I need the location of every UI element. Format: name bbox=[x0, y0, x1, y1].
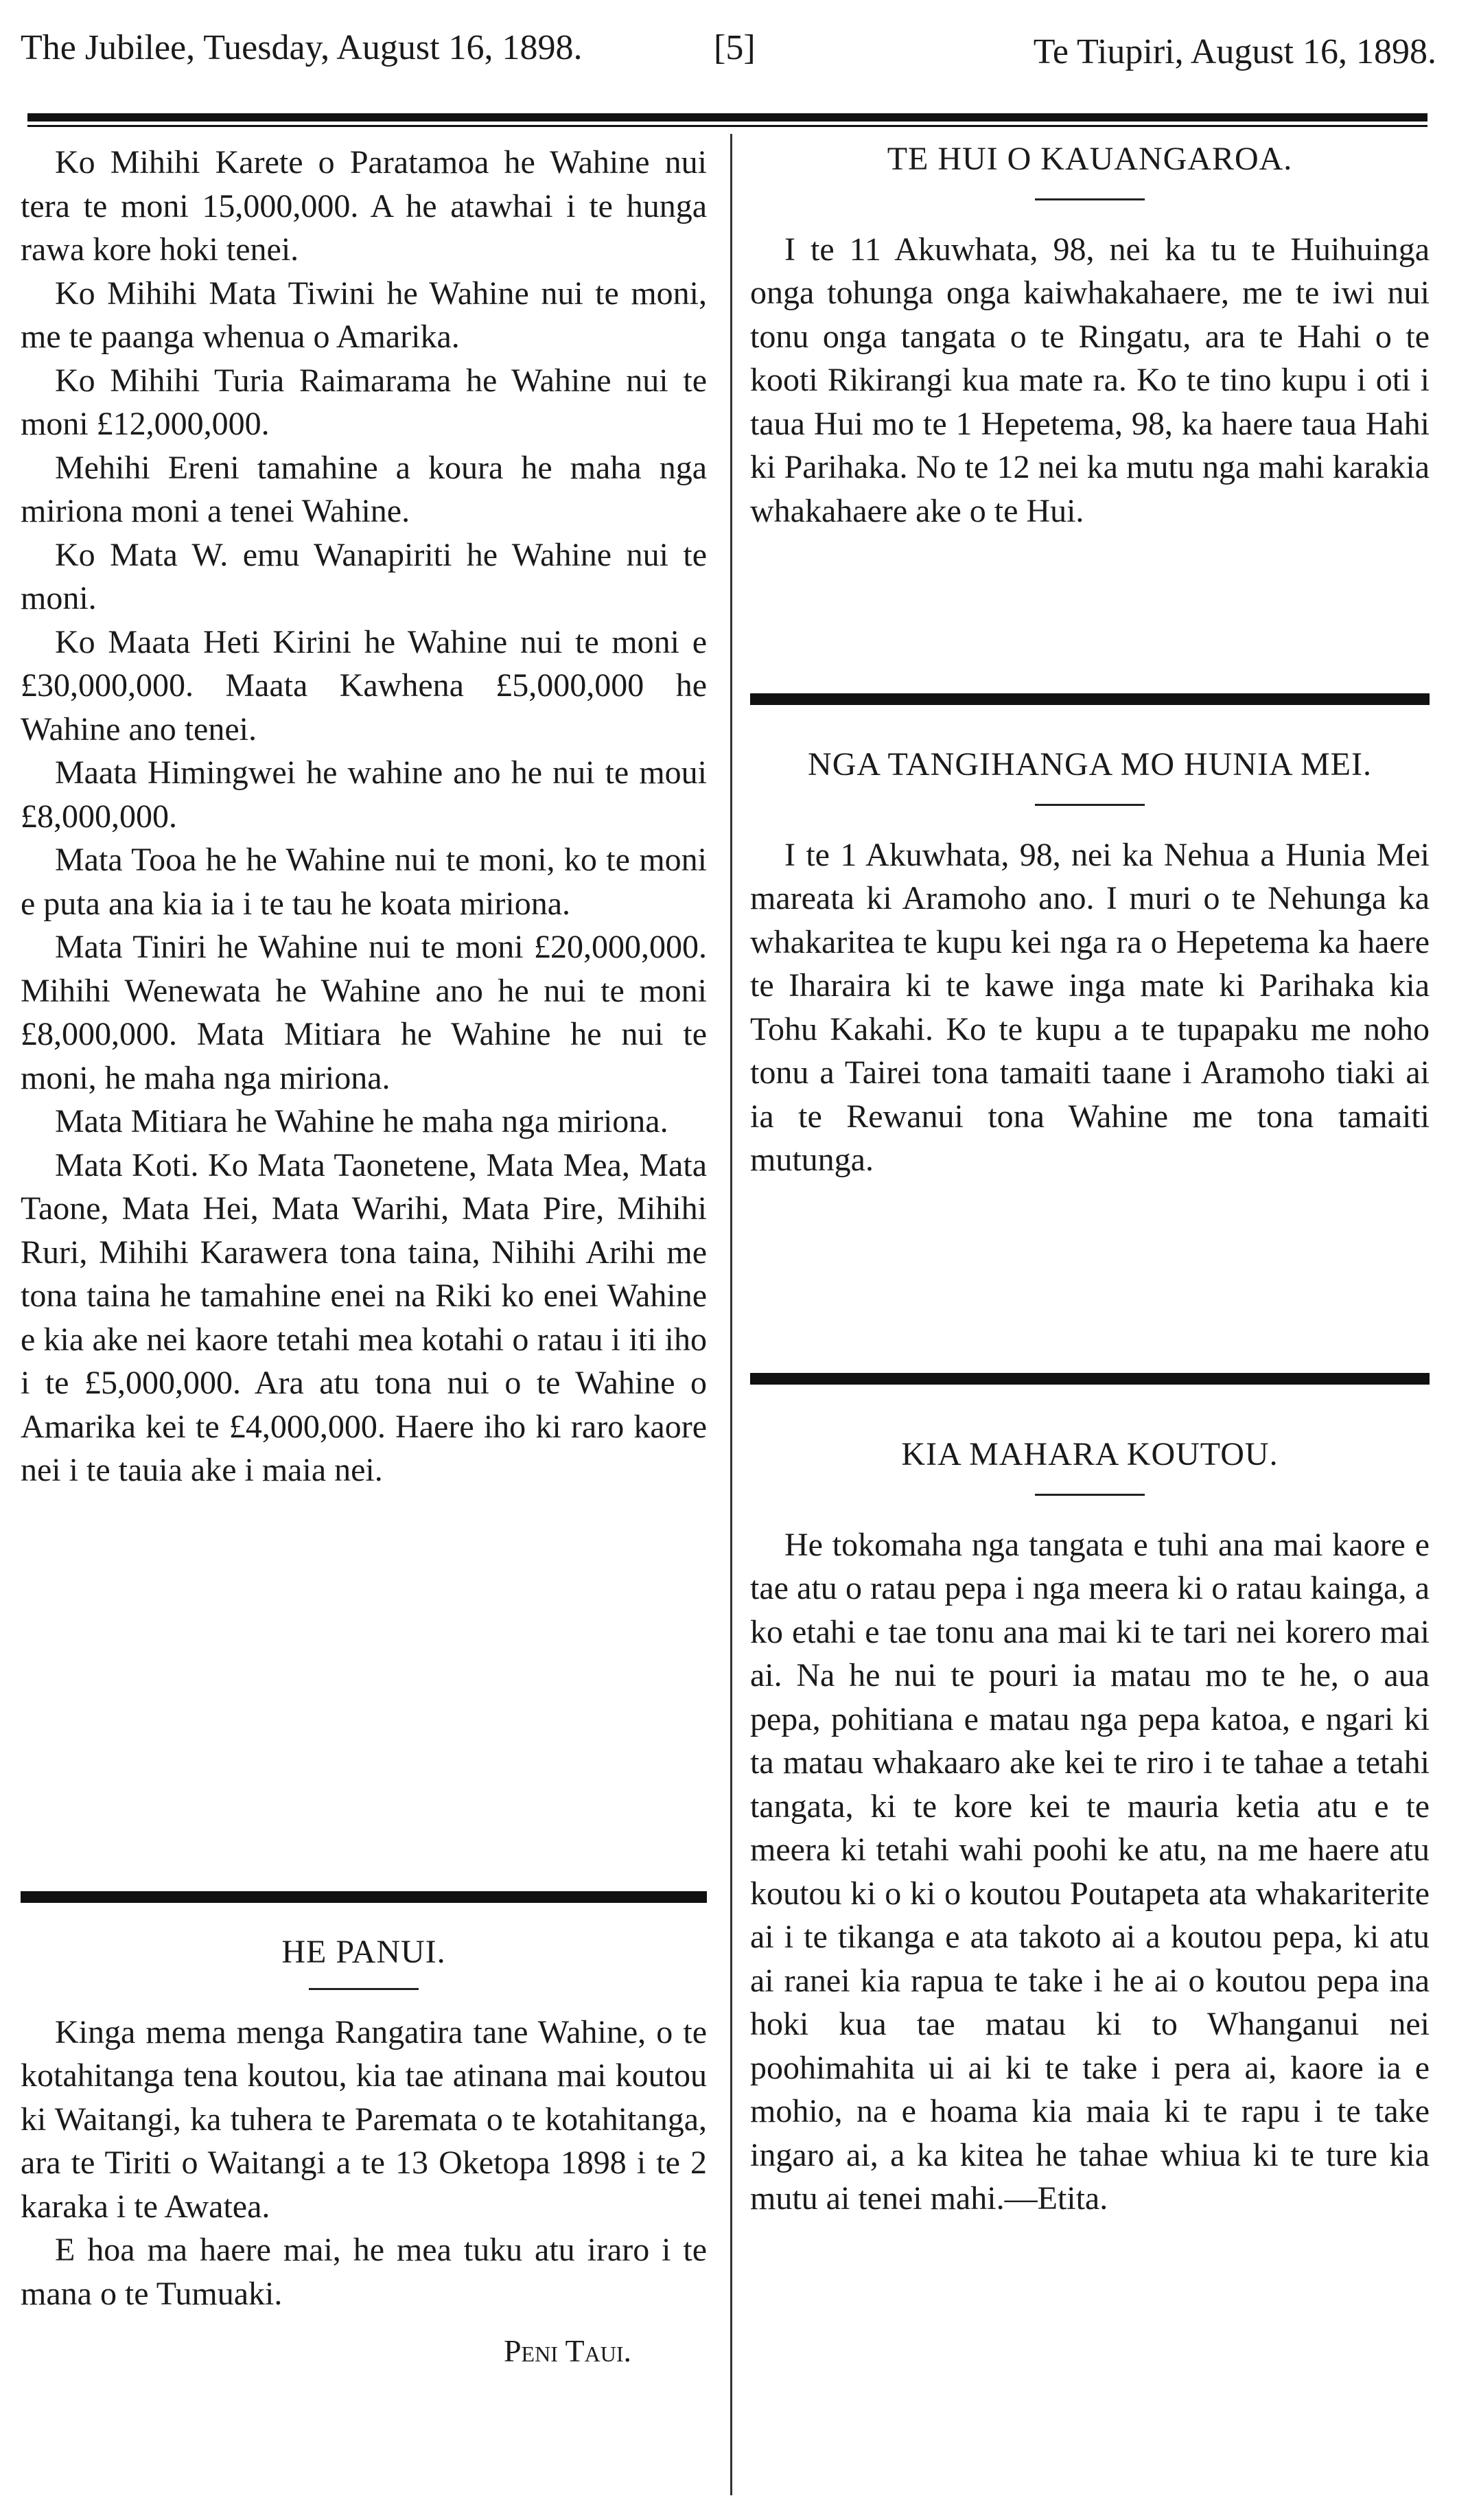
panui-section bbox=[21, 1891, 707, 2373]
header-rule bbox=[27, 113, 1427, 122]
header-left: The Jubilee, Tuesday, August 16, 1898. bbox=[21, 28, 583, 67]
section-rule bbox=[750, 693, 1430, 705]
left-column bbox=[21, 141, 707, 1492]
header-right: Te Tiupiri, August 16, 1898. bbox=[1033, 32, 1436, 71]
title-underline bbox=[1035, 1494, 1145, 1496]
panui-title: HE PANUI. bbox=[281, 1934, 446, 1970]
tangihanga-text: I te 1 Akuwhata, 98, nei ka Nehua a Hunia Mei mareata ki Aramoho ano. I muri o te Nehunga ka whakaritea te kupu kei nga ra o Hepetema ka haere te Iharaira ki te kawe inga mate ki Parihaka kia Tohu Kakahi. Ko te kupu a te tupapaku me noho tonu a Tairei tona tamaiti taane i Aramoho tiaki ai ia te Rewanui tona Wahine me tona tamaiti mutunga. bbox=[750, 836, 1430, 1178]
title-underline bbox=[1035, 198, 1145, 200]
header-rule-thin bbox=[27, 125, 1427, 127]
title-underline bbox=[1035, 804, 1145, 806]
page-header bbox=[21, 27, 1436, 82]
paragraph: Ko Maata Heti Kirini he Wahine nui te moni e £30,000,000. Maata Kawhena £5,000,000 he Wahine ano tenei. bbox=[21, 623, 707, 748]
hui-section bbox=[750, 137, 1430, 533]
section-rule bbox=[21, 1891, 707, 1903]
paragraph: Mata Koti. Ko Mata Taonetene, Mata Mea, Mata Taone, Mata Hei, Mata Warihi, Mata Pire, Mihihi Ruri, Mihihi Karawera tona taina, Nihihi Arihi me tona taina he tamahine enei na Riki ko enei Wahine e kia ake nei kaore tetahi mea kotahi o ratau i iti iho i te £5,000,000. Ara atu tona nui o te Wahine o Amarika kei te £4,000,000. Haere iho ki raro kaore nei i te tauia ake i maia nei. bbox=[21, 1146, 707, 1488]
paragraph: Mata Mitiara he Wahine he maha nga miriona. bbox=[55, 1103, 668, 1140]
paragraph: Mata Tiniri he Wahine nui te moni £20,000,000. Mihihi Wenewata he Wahine ano he nui te moni £8,000,000. Mata Mitiara he Wahine he nui te moni, he maha nga miriona. bbox=[21, 929, 707, 1096]
paragraph: Ko Mata W. emu Wanapiriti he Wahine nui te moni. bbox=[21, 536, 707, 616]
tangihanga-title: NGA TANGIHANGA MO HUNIA MEI. bbox=[808, 746, 1372, 783]
panui-paragraph: E hoa ma haere mai, he mea tuku atu iraro i te mana o te Tumuaki. bbox=[21, 2232, 707, 2312]
hui-text: I te 11 Akuwhata, 98, nei ka tu te Huihuinga onga tohunga onga kaiwhakahaere, me te iwi nui tonu onga tangata o te Ringatu, ara te Hahi o te kooti Rikirangi kua mate ra. Ko te tino kupu i oti i taua Hui mo te 1 Hepetema, 98, ka haere taua Hahi ki Parihaka. No te 12 nei ka mutu nga mahi karakia whakahaere ake o te Hui. bbox=[750, 231, 1430, 529]
signature: Peni Taui. bbox=[503, 2333, 631, 2368]
mahara-text: He tokomaha nga tangata e tuhi ana mai kaore e tae atu o ratau pepa i nga meera ki o ratau kainga, a ko etahi e tae tonu ana mai ki te tari nei korero mai ai. Na he nui te pouri ia matau mo te he, o aua pepa, pohitiana e matau nga pepa katoa, e ngari ki ta matau whakaaro ake kei te riro i te tahae a tetahi tangata, ki te kore kei te mauria ketia atu e te meera ki tetahi wahi poohi ke atu, na me haere atu koutou ki o ki o koutou Poutapeta ata whakariterite ai i te tikanga e ata takoto ai a koutou pepa, ki atu ai ranei kia rapua te take i he ai o koutou pepa ina hoki kua tae matau ki to Whanganui nei poohimahita ui ai ki te take i pera ai, kaore ia e mohio, na e hoama kia maia ki te rapu i te take ingaro ai, a ka kitea he tahae whiua ki te ture kia mutu ai tenei mahi.—Etita. bbox=[750, 1526, 1430, 2217]
paragraph: Maata Himingwei he wahine ano he nui te moui £8,000,000. bbox=[21, 754, 707, 835]
panui-paragraph: Kinga mema menga Rangatira tane Wahine, o te kotahitanga tena koutou, kia tae atinana mai koutou ki Waitangi, ka tuhera te Paremata o te kotahitanga, ara te Tiriti o Waitangi a te 13 Oketopa 1898 i te 2 karaka i te Awatea. bbox=[21, 2013, 707, 2225]
section-rule bbox=[750, 1373, 1430, 1385]
page-number: [5] bbox=[714, 28, 756, 67]
column-divider bbox=[730, 134, 732, 2495]
mahara-title: KIA MAHARA KOUTOU. bbox=[901, 1436, 1279, 1472]
title-underline bbox=[309, 1988, 419, 1990]
hui-title: TE HUI O KAUANGAROA. bbox=[887, 141, 1293, 177]
tangihanga-section bbox=[750, 693, 1430, 1182]
mahara-section bbox=[750, 1373, 1430, 2221]
paragraph: Ko Mihihi Turia Raimarama he Wahine nui te moni £12,000,000. bbox=[21, 362, 707, 442]
paragraph: Mata Tooa he he Wahine nui te moni, ko te moni e puta ana kia ia i te tau he koata miriona. bbox=[21, 842, 707, 922]
paragraph: Ko Mihihi Karete o Paratamoa he Wahine nui tera te moni 15,000,000. A he atawhai i te hunga rawa kore hoki tenei. bbox=[21, 144, 707, 268]
paragraph: Mehihi Ereni tamahine a koura he maha nga miriona moni a tenei Wahine. bbox=[21, 449, 707, 529]
paragraph: Ko Mihihi Mata Tiwini he Wahine nui te moni, me te paanga whenua o Amarika. bbox=[21, 275, 707, 355]
